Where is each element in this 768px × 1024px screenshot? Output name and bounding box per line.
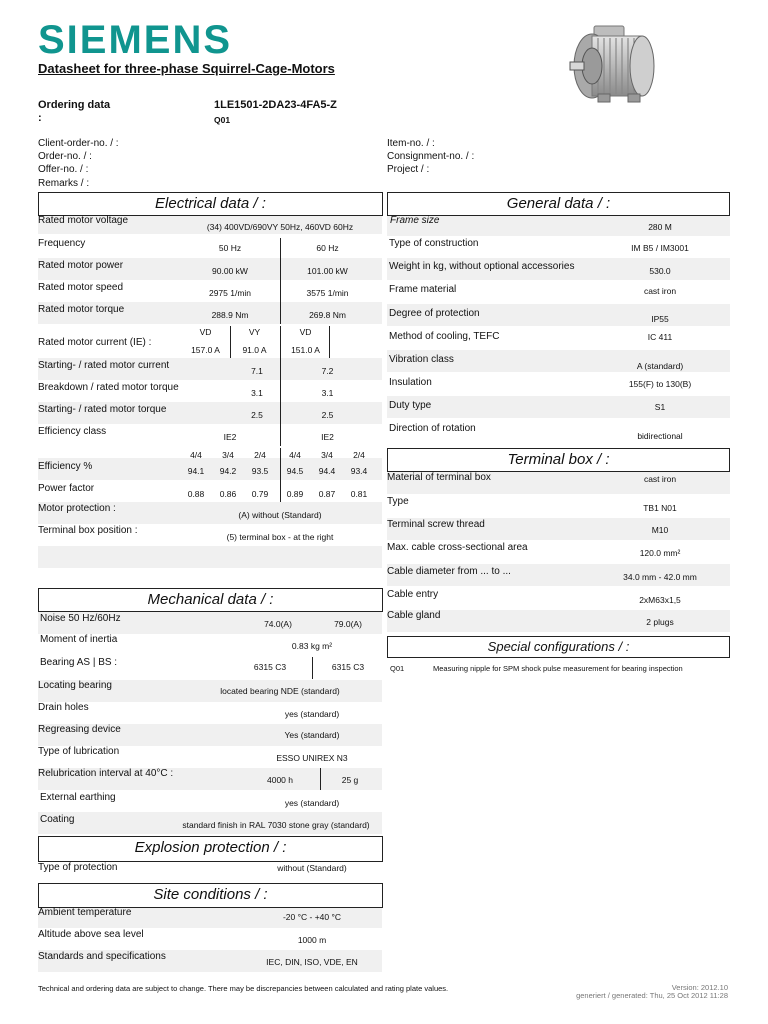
- special-config-description: Measuring nipple for SPM shock pulse measurement for bearing inspection: [433, 664, 683, 673]
- drain-holes-value: yes (standard): [284, 709, 340, 719]
- cooling-label: Method of cooling, TEFC: [389, 331, 500, 342]
- degree-protection-label: Degree of protection: [389, 308, 480, 319]
- terminal-screw-value: M10: [651, 525, 669, 535]
- relubrication-grams: 25 g: [341, 775, 359, 785]
- column-divider: [280, 358, 281, 446]
- noise-60: 79.0(A): [334, 619, 362, 629]
- rated-power-label: Rated motor power: [38, 260, 124, 271]
- item-no-label: Item-no. / :: [387, 138, 435, 149]
- client-order-label: Client-order-no. / :: [38, 138, 119, 149]
- terminal-box-title: Terminal box / :: [507, 451, 610, 468]
- inertia-label: Moment of inertia: [40, 634, 118, 645]
- construction-value: IM B5 / IM3001: [631, 243, 689, 253]
- ordering-data-colon: :: [38, 112, 42, 124]
- degree-protection-value: IP55: [651, 314, 669, 324]
- motor-protection-value: (A) without (Standard): [238, 510, 322, 520]
- ordering-data-label: Ordering data: [38, 99, 111, 111]
- efficiency-class-label: Efficiency class: [38, 426, 107, 437]
- altitude-label: Altitude above sea level: [38, 929, 144, 940]
- special-config-title: Special configurations / :: [487, 639, 630, 654]
- offer-no-label: Offer-no. / :: [38, 164, 89, 175]
- site-conditions-title: Site conditions / :: [153, 886, 268, 903]
- vibration-value: A (standard): [636, 361, 684, 371]
- power-factor-value: 0.81: [350, 489, 368, 499]
- power-factor-label: Power factor: [38, 483, 95, 494]
- remarks-label: Remarks / :: [38, 178, 90, 189]
- bearing-as-value: 6315 C3: [253, 662, 287, 672]
- starting-torque-50: 2.5: [251, 410, 263, 420]
- breakdown-torque-label: Breakdown / rated motor torque: [38, 382, 179, 393]
- standards-value: IEC, DIN, ISO, VDE, EN: [266, 957, 358, 967]
- rated-torque-label: Rated motor torque: [38, 304, 125, 315]
- weight-value: 530.0: [649, 266, 671, 276]
- connection-vd-60: VD: [299, 327, 312, 337]
- insulation-value: 155(F) to 130(B): [628, 379, 692, 389]
- noise-label: Noise 50 Hz/60Hz: [40, 613, 121, 624]
- terminal-box-header: [387, 448, 730, 472]
- column-divider: [280, 238, 281, 324]
- insulation-label: Insulation: [389, 377, 432, 388]
- column-divider: [312, 657, 313, 679]
- protection-type-value: without (Standard): [277, 863, 347, 873]
- order-number: 1LE1501-2DA23-4FA5-Z: [214, 99, 337, 111]
- power-factor-value: 0.88: [187, 489, 205, 499]
- footer-version: Version: 2012.10: [671, 983, 728, 992]
- regreasing-value: Yes (standard): [284, 730, 340, 740]
- column-divider: [280, 448, 281, 502]
- explosion-protection-title: Explosion protection / :: [134, 839, 287, 856]
- efficiency-value: 94.5: [286, 466, 304, 476]
- site-conditions-header: [38, 883, 383, 908]
- power-factor-value: 0.86: [219, 489, 237, 499]
- rated-speed-label: Rated motor speed: [38, 282, 124, 293]
- starting-torque-60: 2.5: [321, 410, 334, 420]
- efficiency-value: 93.4: [350, 466, 368, 476]
- power-factor-value: 0.79: [251, 489, 269, 499]
- cooling-value: IC 411: [647, 332, 673, 342]
- motor-protection-label: Motor protection :: [38, 503, 116, 514]
- power-factor-value: 0.89: [286, 489, 304, 499]
- connection-vd-50: VD: [199, 327, 212, 337]
- locating-bearing-label: Locating bearing: [38, 680, 112, 691]
- load-point: 2/4: [254, 450, 266, 460]
- construction-label: Type of construction: [389, 238, 479, 249]
- order-no-label: Order-no. / :: [38, 151, 92, 162]
- rated-voltage-value: (34) 400VD/690VY 50Hz, 460VD 60Hz: [206, 222, 354, 232]
- rated-speed-50: 2975 1/min: [208, 288, 252, 298]
- drain-holes-label: Drain holes: [38, 702, 89, 713]
- frame-size-label: Frame size: [390, 215, 440, 226]
- efficiency-value: 93.5: [251, 466, 269, 476]
- starting-current-50: 7.1: [251, 366, 263, 376]
- frame-material-value: cast iron: [643, 286, 677, 296]
- consignment-no-label: Consignment-no. / :: [387, 151, 475, 162]
- footer-disclaimer: Technical and ordering data are subject to change. There may be discrepancies between calculated and rating plate values.: [38, 984, 449, 993]
- rated-power-60: 101.00 kW: [307, 266, 348, 276]
- earthing-label: External earthing: [40, 792, 116, 803]
- cable-gland-label: Cable gland: [387, 610, 441, 621]
- project-label: Project / :: [387, 164, 430, 175]
- terminal-box-position-value: (5) terminal box - at the right: [226, 532, 334, 542]
- coating-value: standard finish in RAL 7030 stone gray (standard): [182, 820, 370, 830]
- weight-label: Weight in kg, without optional accessories: [389, 261, 575, 272]
- power-factor-value: 0.87: [318, 489, 336, 499]
- breakdown-torque-60: 3.1: [321, 388, 334, 398]
- ambient-temp-value: -20 °C - +40 °C: [282, 912, 342, 922]
- general-data-header: [387, 192, 730, 216]
- column-divider: [230, 326, 231, 358]
- special-config-header: [387, 636, 730, 658]
- noise-50: 74.0(A): [264, 619, 292, 629]
- footer-generated: generiert / generated: Thu, 25 Oct 2012 11:28: [576, 991, 728, 1000]
- load-point: 3/4: [222, 450, 234, 460]
- starting-torque-label: Starting- / rated motor torque: [38, 404, 167, 415]
- frame-material-label: Frame material: [389, 284, 457, 295]
- motor-image: [568, 20, 664, 106]
- inertia-value: 0.83 kg m²: [291, 641, 333, 651]
- general-data-title: General data / :: [506, 195, 611, 212]
- lubrication-value: ESSO UNIREX N3: [276, 753, 348, 763]
- efficiency-value: 94.4: [318, 466, 336, 476]
- rotation-value: bidirectional: [637, 431, 683, 441]
- rated-speed-60: 3575 1/min: [306, 288, 349, 298]
- starting-current-60: 7.2: [321, 366, 334, 376]
- bearing-bs-value: 6315 C3: [331, 662, 365, 672]
- cable-gland-value: 2 plugs: [646, 617, 674, 627]
- regreasing-label: Regreasing device: [38, 724, 121, 735]
- connection-vy-50: VY: [248, 327, 261, 337]
- document-title: Datasheet for three-phase Squirrel-Cage-Motors: [38, 61, 335, 76]
- vibration-label: Vibration class: [389, 354, 454, 365]
- mechanical-data-title: Mechanical data / :: [147, 591, 274, 608]
- relubrication-hours: 4000 h: [267, 775, 293, 785]
- starting-current-label: Starting- / rated motor current: [38, 360, 170, 371]
- frequency-label: Frequency: [38, 238, 86, 249]
- duty-type-label: Duty type: [389, 400, 432, 411]
- load-point: 4/4: [190, 450, 202, 460]
- relubrication-label: Relubrication interval at 40°C :: [38, 768, 174, 779]
- cable-entry-label: Cable entry: [387, 589, 439, 600]
- column-divider: [329, 326, 330, 358]
- option-code: Q01: [214, 115, 231, 125]
- ambient-temp-label: Ambient temperature: [38, 907, 132, 918]
- efficiency-value: 94.2: [219, 466, 237, 476]
- electrical-data-title: Electrical data / :: [155, 195, 266, 212]
- coating-label: Coating: [40, 814, 75, 825]
- duty-type-value: S1: [654, 402, 666, 412]
- rated-power-50: 90.00 kW: [212, 266, 248, 276]
- locating-bearing-value: located bearing NDE (standard): [220, 686, 340, 696]
- rated-torque-50: 288.9 Nm: [211, 310, 249, 320]
- cable-entry-value: 2xM63x1,5: [639, 595, 681, 605]
- column-divider: [280, 326, 281, 358]
- breakdown-torque-50: 3.1: [251, 388, 263, 398]
- terminal-type-value: TB1 N01: [643, 503, 677, 513]
- efficiency-value: 94.1: [187, 466, 205, 476]
- siemens-logo: SIEMENS: [38, 18, 233, 62]
- frequency-50: 50 Hz: [218, 243, 242, 253]
- rated-voltage-label: Rated motor voltage: [38, 215, 129, 226]
- mechanical-data-header: [38, 588, 383, 612]
- terminal-box-position-label: Terminal box position :: [38, 525, 138, 536]
- terminal-screw-label: Terminal screw thread: [387, 519, 485, 530]
- rated-current-vy-50: 91.0 A: [242, 345, 267, 355]
- cable-area-label: Max. cable cross-sectional area: [387, 542, 528, 553]
- special-config-code: Q01: [390, 664, 405, 673]
- rotation-label: Direction of rotation: [389, 423, 476, 434]
- terminal-material-label: Material of terminal box: [387, 472, 491, 483]
- column-divider: [320, 768, 321, 790]
- earthing-value: yes (standard): [284, 798, 340, 808]
- lubrication-label: Type of lubrication: [38, 746, 120, 757]
- bearing-label: Bearing AS | BS :: [40, 657, 118, 668]
- load-point: 3/4: [321, 450, 333, 460]
- explosion-protection-header: [38, 836, 383, 862]
- band: [38, 546, 382, 568]
- cable-diameter-value: 34.0 mm - 42.0 mm: [623, 572, 697, 582]
- frame-size-value: 280 M: [648, 222, 672, 232]
- terminal-type-label: Type: [387, 496, 409, 507]
- load-point: 4/4: [289, 450, 301, 460]
- efficiency-class-50: IE2: [223, 432, 237, 442]
- efficiency-class-60: IE2: [321, 432, 334, 442]
- standards-label: Standards and specifications: [38, 951, 166, 962]
- electrical-data-header: [38, 192, 383, 216]
- terminal-material-value: cast iron: [643, 474, 677, 484]
- cable-area-value: 120.0 mm²: [639, 548, 681, 558]
- efficiency-label: Efficiency %: [38, 461, 93, 472]
- cable-diameter-label: Cable diameter from ... to ...: [387, 566, 511, 577]
- rated-torque-60: 269.8 Nm: [309, 310, 346, 320]
- rated-current-vd-50: 157.0 A: [191, 345, 220, 355]
- rated-current-vd-60: 151.0 A: [291, 345, 320, 355]
- load-point: 2/4: [353, 450, 365, 460]
- frequency-60: 60 Hz: [316, 243, 339, 253]
- rated-current-label: Rated motor current (IE) :: [38, 337, 152, 348]
- protection-type-label: Type of protection: [38, 862, 118, 873]
- altitude-value: 1000 m: [297, 935, 327, 945]
